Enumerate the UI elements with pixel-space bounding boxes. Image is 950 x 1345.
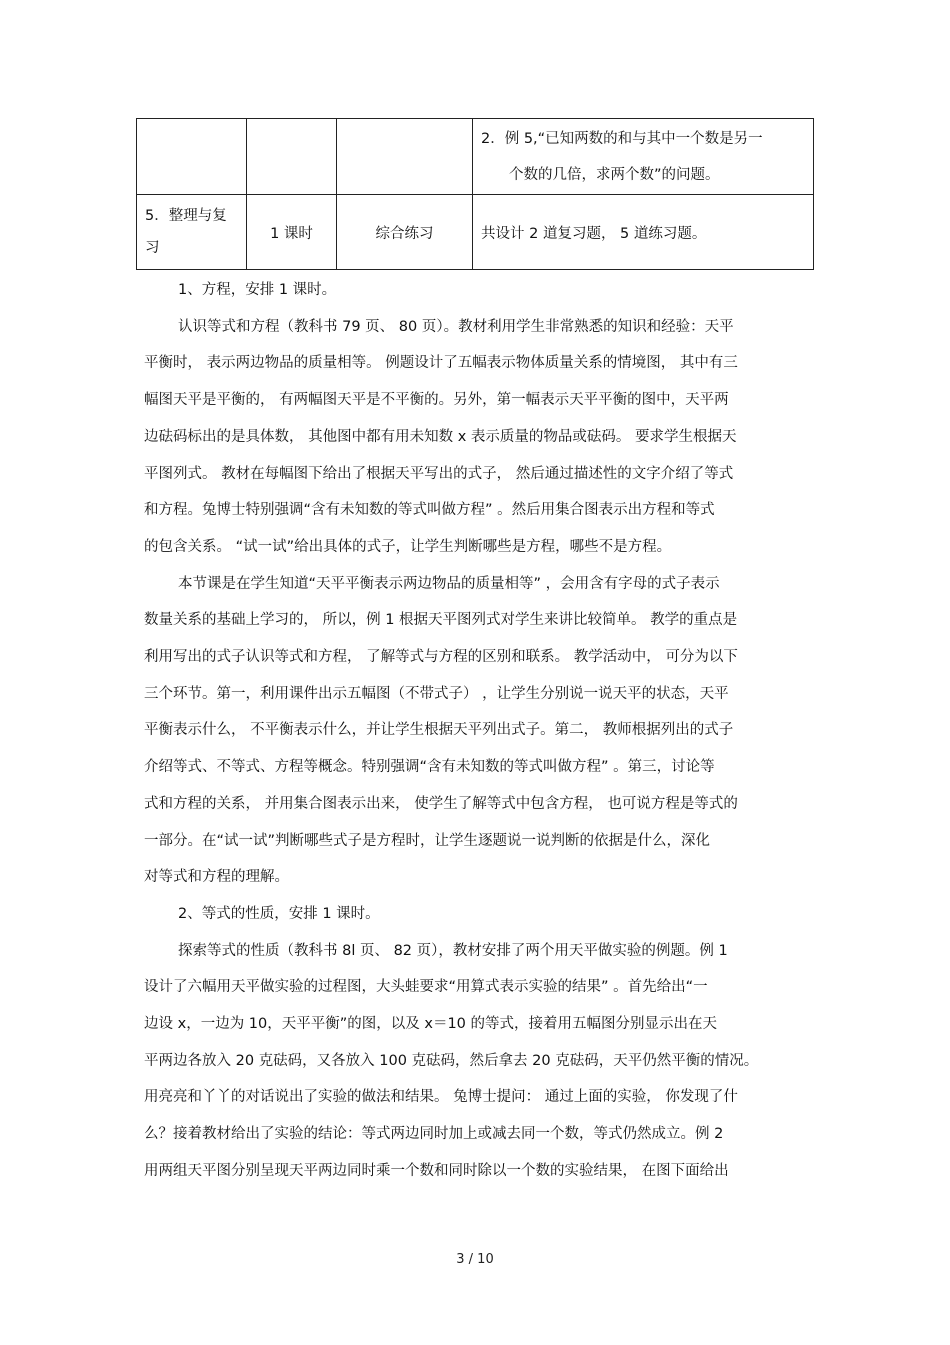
paragraph-line: 利用写出的式子认识等式和方程， 了解等式与方程的区别和联系。 教学活动中， 可分为以下	[144, 649, 738, 666]
cell-line: 个数的几倍，求两个数”的问题。	[509, 166, 720, 183]
table-row	[137, 119, 814, 195]
paragraph-line: 平图列式。 教材在每幅图下给出了根据天平写出的式子， 然后通过描述性的文字介绍了等式	[144, 465, 734, 482]
table-cell: 共设计 2 道复习题， 5 道练习题。	[473, 195, 814, 270]
paragraph-line: 平衡表示什么， 不平衡表示什么，并让学生根据天平列出式子。第二， 教师根据列出的式子	[144, 722, 734, 739]
paragraph-line: 和方程。兔博士特别强调“含有未知数的等式叫做方程” 。然后用集合图表示出方程和等式	[144, 502, 715, 519]
paragraph-line: 认识等式和方程（教科书 79 页、 80 页）。教材利用学生非常熟悉的知识和经验：天平	[178, 318, 734, 335]
lesson-plan-table	[136, 118, 814, 270]
table-row	[137, 195, 814, 270]
section-heading: 2、等式的性质，安排 1 课时。	[178, 905, 380, 922]
table-cell	[337, 119, 473, 195]
table-cell	[473, 119, 814, 195]
paragraph-line: 三个环节。第一，利用课件出示五幅图（不带式子） ，让学生分别说一说天平的状态，天平	[144, 685, 729, 702]
paragraph-line: 式和方程的关系， 并用集合图表示出来， 使学生了解等式中包含方程， 也可说方程是等式的	[144, 795, 738, 812]
paragraph-line: 边砝码标出的是具体数， 其他图中都有用未知数 x 表示质量的物品或砝码。 要求学生根据天	[144, 428, 737, 445]
page-number: 3 / 10	[456, 1252, 494, 1267]
paragraph-line: 对等式和方程的理解。	[144, 869, 289, 886]
table-cell: 5．整理与复习	[137, 195, 247, 270]
paragraph-line: 本节课是在学生知道“天平平衡表示两边物品的质量相等” ，会用含有字母的式子表示	[178, 575, 720, 592]
section-heading: 1、方程，安排 1 课时。	[178, 282, 337, 298]
table-cell: 1 课时	[247, 195, 337, 270]
cell-line: 2．例 5,“已知两数的和与其中一个数是另一	[481, 130, 763, 147]
table-cell	[137, 119, 247, 195]
paragraph-line: 数量关系的基础上学习的， 所以，例 1 根据天平图列式对学生来讲比较简单。 教学的重点是	[144, 612, 738, 629]
paragraph-line: 探索等式的性质（教科书 8l 页、 82 页），教材安排了两个用天平做实验的例题。例 1	[178, 942, 728, 959]
paragraph-line: 边设 x，一边为 10，天平平衡”的图，以及 x＝10 的等式，接着用五幅图分别显示出在天	[144, 1016, 718, 1033]
paragraph-line: 平衡时， 表示两边物品的质量相等。 例题设计了五幅表示物体质量关系的情境图， 其中有三	[144, 355, 738, 372]
table-cell	[247, 119, 337, 195]
paragraph-line: 平两边各放入 20 克砝码，又各放入 100 克砝码，然后拿去 20 克砝码，天平仍然平衡的情况。	[144, 1052, 759, 1069]
body-text	[144, 272, 814, 1190]
paragraph-line: 设计了六幅用天平做实验的过程图，大头蛙要求“用算式表示实验的结果” 。首先给出“一	[144, 979, 708, 996]
paragraph-line: 用亮亮和丫丫的对话说出了实验的做法和结果。 兔博士提问： 通过上面的实验， 你发现了什	[144, 1089, 738, 1106]
paragraph-line: 介绍等式、不等式、方程等概念。特别强调“含有未知数的等式叫做方程” 。第三，讨论等	[144, 759, 715, 776]
paragraph-line: 用两组天平图分别呈现天平两边同时乘一个数和同时除以一个数的实验结果， 在图下面给出	[144, 1162, 729, 1179]
paragraph-line: 幅图天平是平衡的， 有两幅图天平是不平衡的。另外，第一幅表示天平平衡的图中，天平两	[144, 392, 729, 409]
paragraph-line: 的包含关系。 “试一试”给出具体的式子，让学生判断哪些是方程，哪些不是方程。	[144, 538, 672, 555]
table-cell: 综合练习	[337, 195, 473, 270]
paragraph-line: 一部分。在“试一试”判断哪些式子是方程时，让学生逐题说一说判断的依据是什么，深化	[144, 832, 711, 849]
paragraph-line: 么？接着教材给出了实验的结论：等式两边同时加上或减去同一个数，等式仍然成立。例 2	[144, 1126, 724, 1143]
